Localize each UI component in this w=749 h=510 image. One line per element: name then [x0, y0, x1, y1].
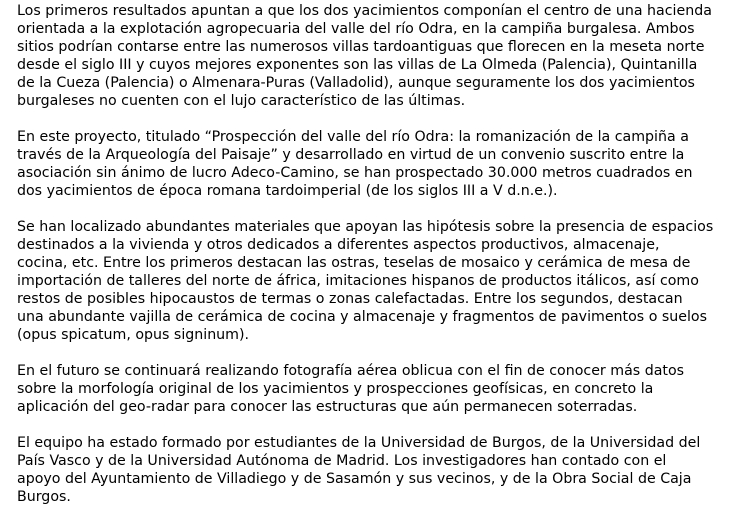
- paragraph-materials: Se han localizado abundantes materiales que apoyan las hipótesis sobre la presencia de espacios destinados a la vivienda y otros dedicados a diferentes aspectos productivos, almacenaje, cocina, etc. Entre los primeros destacan las ostras, teselas de mosaico y cerámica de mesa de importación de talleres del norte de áfrica, imitaciones hispanos de productos itálicos, así como restos de posibles hipocaustos de termas o zonas calefactadas. Entre los segundos, destacan una abundante vajilla de cerámica de cocina y almacenaje y fragmentos de pavimentos o suelos (opus spicatum, opus signinum).: [17, 219, 714, 343]
- paragraph-team: El equipo ha estado formado por estudiantes de la Universidad de Burgos, de la Universidad del País Vasco y de la Universidad Autónoma de Madrid. Los investigadores han contado con el apoyo del Ayuntamiento de Villadiego y de Sasamón y sus vecinos, y de la Obra Social de Caja Burgos.: [17, 435, 701, 505]
- paragraph-results: Los primeros resultados apuntan a que los dos yacimientos componían el centro de una hacienda orientada a la explotación agropecuaria del valle del río Odra, en la campiña burgalesa. Ambos sitios podrían contarse entre las numerosos villas tardoantiguas que florecen en la meseta norte desde el siglo III y cuyos mejores exponentes son las villas de La Olmeda (Palencia), Quintanilla de la Cueza (Palencia) o Almenara-Puras (Valladolid), aunque seguramente los dos yacimientos burgaleses no cuenten con el lujo característico de las últimas.: [17, 3, 712, 109]
- paragraph-project: En este proyecto, titulado “Prospección del valle del río Odra: la romanización de la campiña a través de la Arqueología del Paisaje” y desarrollado en virtud de un convenio suscrito entre la asociación sin ánimo de lucro Adeco-Camino, se han prospectado 30.000 metros cuadrados en dos yacimientos de época romana tardoimperial (de los siglos III a V d.n.e.).: [17, 129, 693, 199]
- paragraph-future: En el futuro se continuará realizando fotografía aérea oblicua con el fin de conocer más datos sobre la morfología original de los yacimientos y prospecciones geofísicas, en concreto la aplicación del geo-radar para conocer las estructuras que aún permanecen soterradas.: [17, 363, 685, 415]
